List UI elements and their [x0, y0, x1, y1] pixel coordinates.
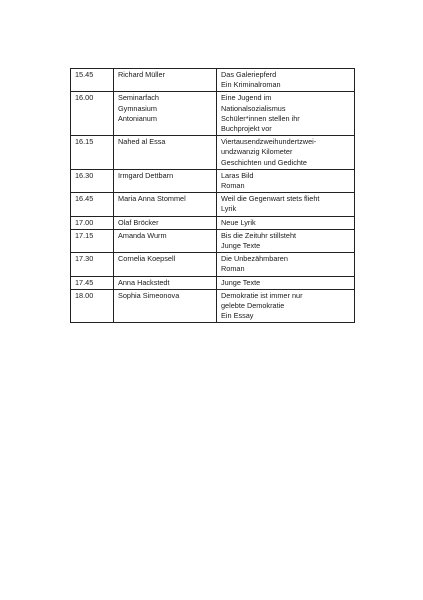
title-cell [217, 136, 355, 170]
time-cell: 18.00 [71, 289, 114, 323]
title-line: undzwanzig Kilometer [221, 147, 293, 157]
title-line: Das Galeriepferd [221, 70, 277, 79]
presenter-line: Olaf Bröcker [118, 217, 159, 227]
title-line: Laras Bild [221, 170, 254, 180]
title-line: Ein Essay [221, 311, 254, 321]
presenter-cell [114, 169, 217, 192]
title-line: Eine Jugend im [221, 93, 272, 103]
title-line: Die Unbezähmbaren [221, 254, 288, 264]
title-line: gelebte Demokratie [221, 301, 285, 311]
time-cell: 16.00 [71, 92, 114, 136]
title-cell [217, 216, 355, 229]
title-cell [217, 276, 355, 289]
title-cell [217, 253, 355, 276]
schedule-row [71, 92, 355, 136]
title-line: Neue Lyrik [221, 217, 256, 227]
presenter-line: Cornelia Koepsell [118, 254, 176, 264]
time-cell: 17.15 [71, 229, 114, 252]
schedule-row [71, 253, 355, 276]
schedule-body [71, 69, 355, 323]
schedule-row [71, 276, 355, 289]
presenter-line: Richard Müller [118, 70, 166, 79]
time-cell: 17.30 [71, 253, 114, 276]
presenter-line: Anna Hackstedt [118, 277, 170, 287]
presenter-line: Sophia Simeonova [118, 290, 180, 300]
title-cell [217, 92, 355, 136]
presenter-line: Amanda Wurm [118, 230, 167, 240]
schedule-row [71, 169, 355, 192]
time-cell: 16.15 [71, 136, 114, 170]
schedule-row [71, 193, 355, 216]
schedule-row [71, 216, 355, 229]
presenter-line: Seminarfach [118, 93, 159, 103]
title-line: Roman [221, 264, 245, 274]
title-line: Viertausendzweihundertzwei- [221, 137, 317, 147]
time-cell: 15.45 [71, 69, 114, 92]
time-cell: 17.00 [71, 216, 114, 229]
title-line: Geschichten und Gedichte [221, 157, 307, 167]
presenter-line: Gymnasium [118, 103, 157, 113]
title-cell [217, 193, 355, 216]
schedule-row [71, 69, 355, 92]
schedule-row [71, 289, 355, 323]
title-line: Ein Kriminalroman [221, 80, 281, 90]
time-cell: 16.45 [71, 193, 114, 216]
title-line: Lyrik [221, 204, 237, 214]
presenter-cell [114, 289, 217, 323]
title-line: Demokratie ist immer nur [221, 290, 303, 300]
time-cell: 16.30 [71, 169, 114, 192]
presenter-cell [114, 69, 217, 92]
title-line: Schüler*innen stellen ihr [221, 113, 300, 123]
title-line: Buchprojekt vor [221, 124, 272, 134]
presenter-line: Maria Anna Stommel [118, 194, 186, 204]
schedule-row [71, 229, 355, 252]
title-cell [217, 289, 355, 323]
presenter-cell [114, 253, 217, 276]
title-line: Bis die Zeituhr stillsteht [221, 230, 297, 240]
title-cell [217, 229, 355, 252]
presenter-cell [114, 276, 217, 289]
title-line: Junge Texte [221, 241, 261, 251]
title-line: Weil die Gegenwart stets flieht [221, 194, 320, 204]
presenter-line: Nahed al Essa [118, 137, 166, 147]
title-line: Nationalsozialismus [221, 103, 286, 113]
title-line: Junge Texte [221, 277, 261, 287]
presenter-cell [114, 216, 217, 229]
presenter-cell [114, 136, 217, 170]
title-cell [217, 69, 355, 92]
presenter-line: Antonianum [118, 113, 157, 123]
presenter-cell [114, 229, 217, 252]
time-cell: 17.45 [71, 276, 114, 289]
presenter-cell [114, 193, 217, 216]
presenter-cell [114, 92, 217, 136]
schedule-row [71, 136, 355, 170]
schedule-table [70, 68, 355, 323]
title-line: Roman [221, 181, 245, 191]
presenter-line: Irmgard Dettbarn [118, 170, 174, 180]
title-cell [217, 169, 355, 192]
